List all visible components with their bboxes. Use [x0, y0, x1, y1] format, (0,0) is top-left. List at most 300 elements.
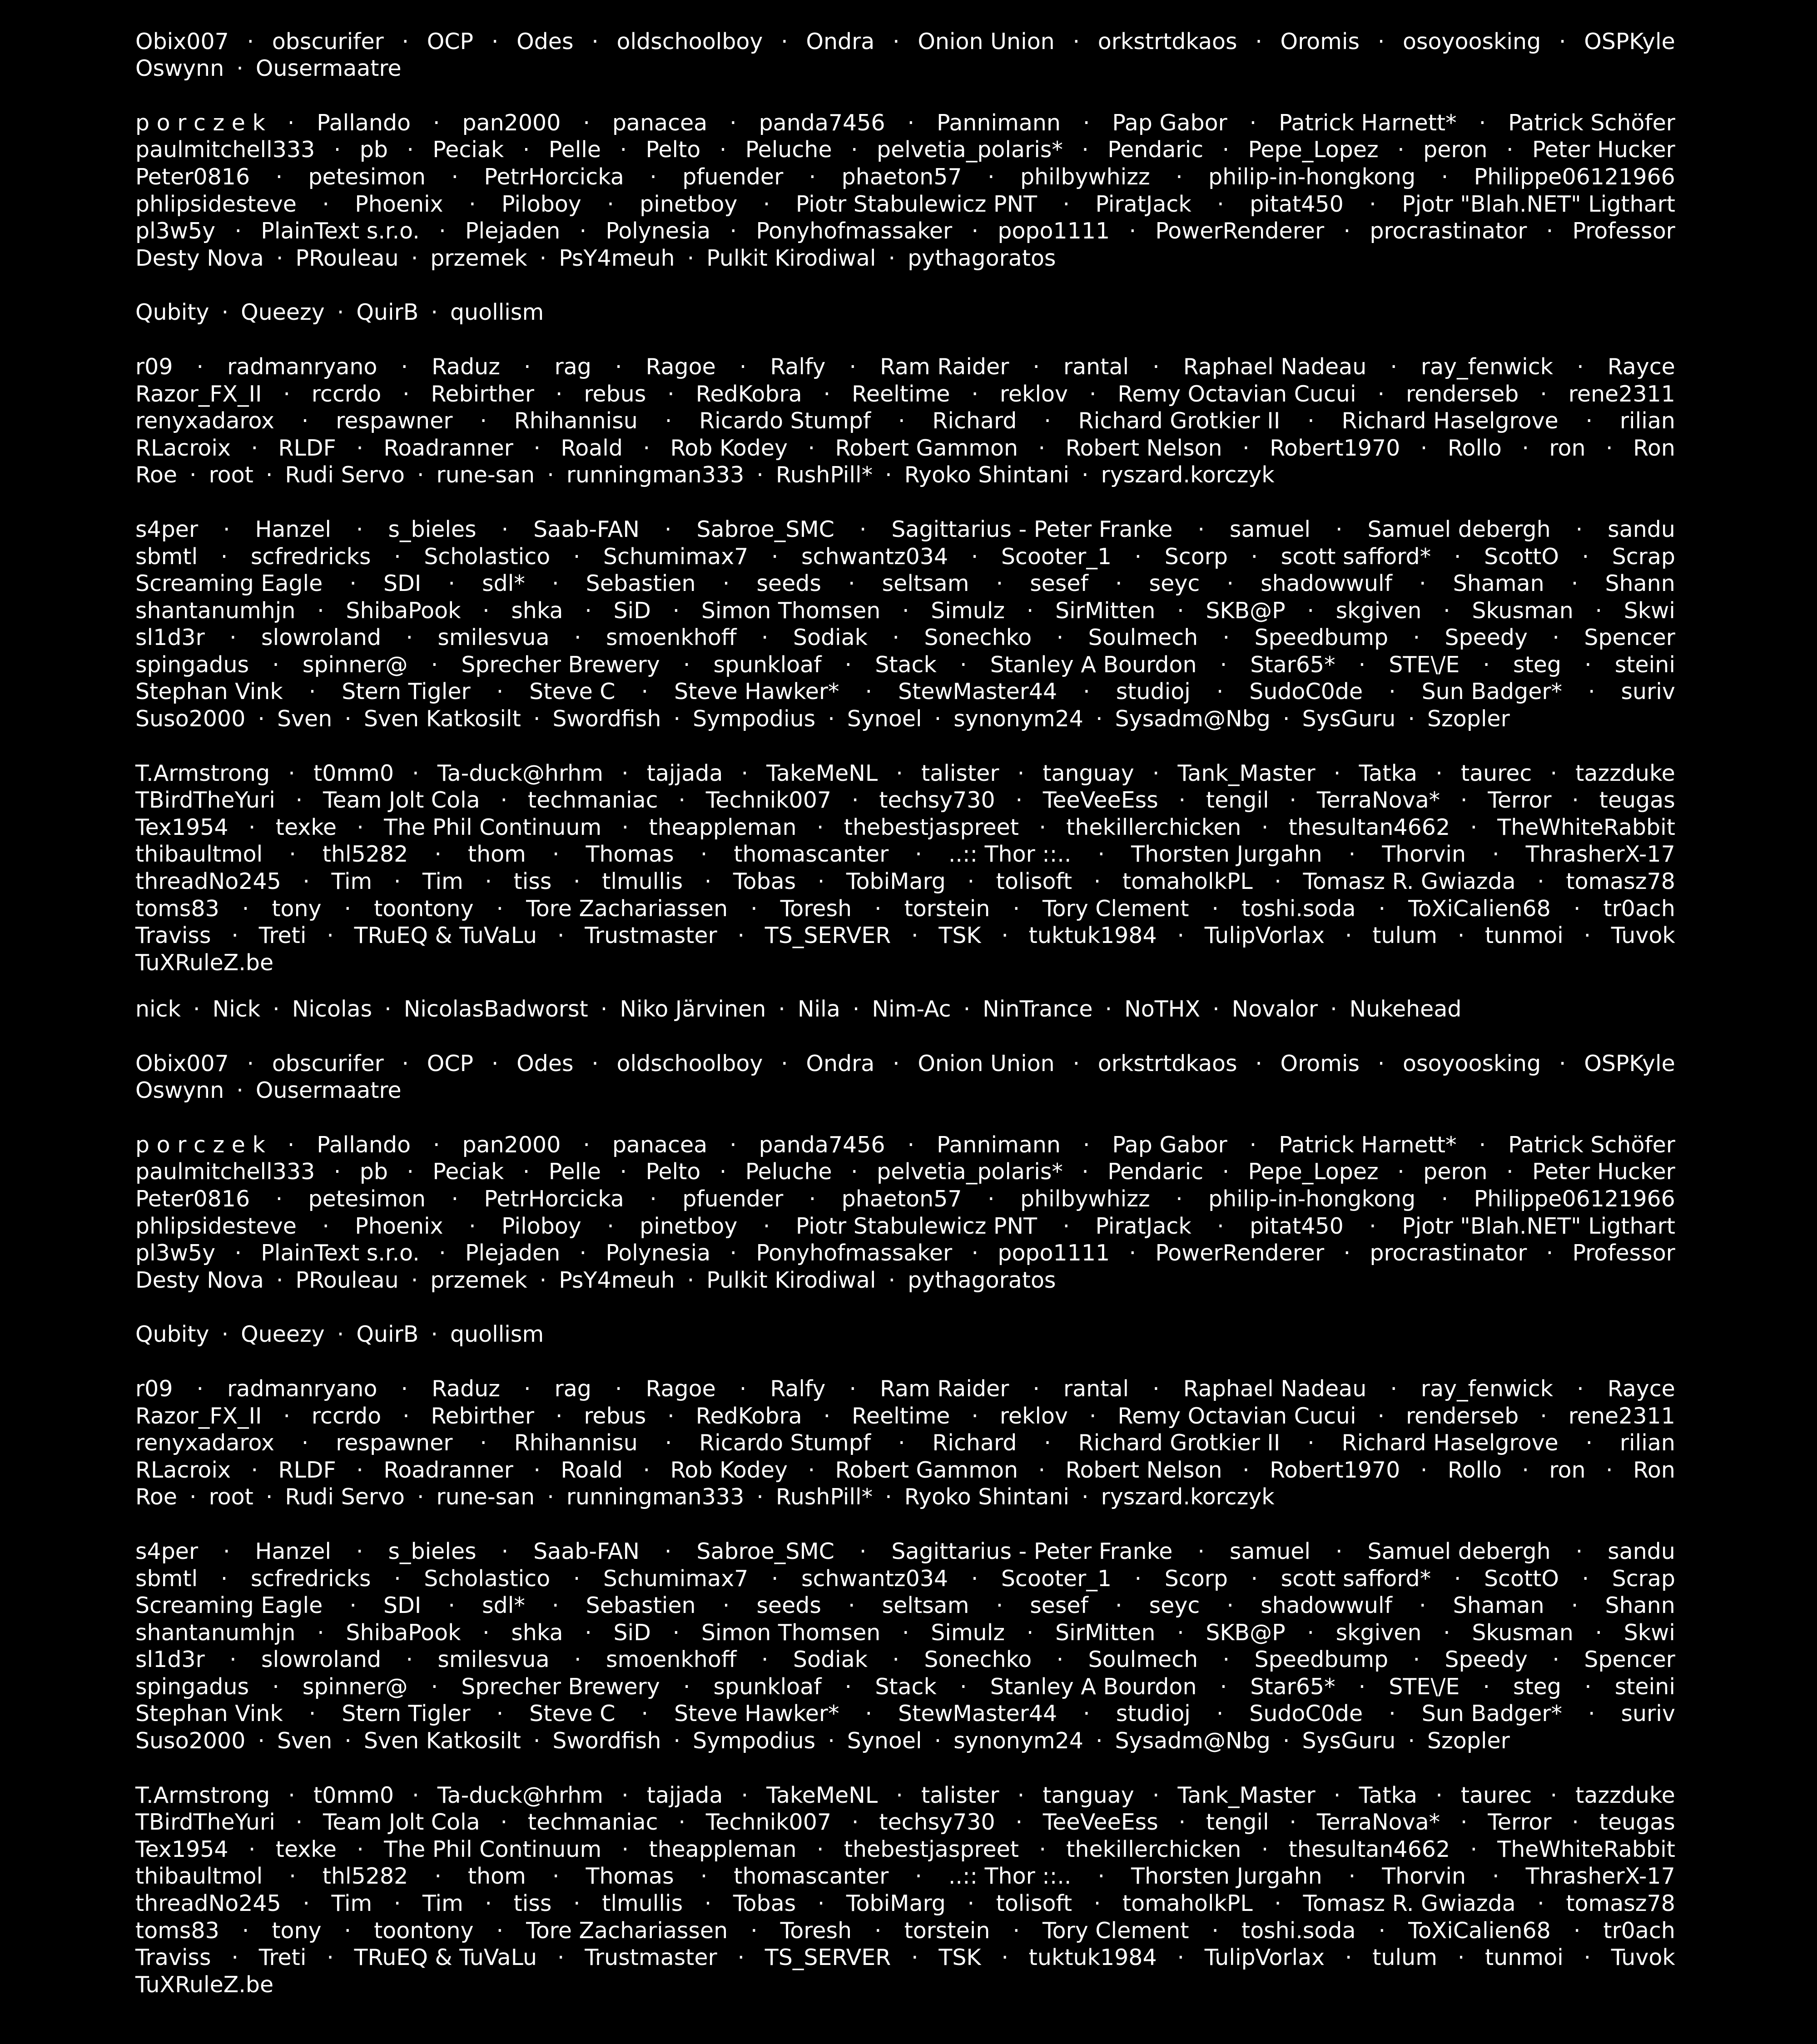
- separator-dot: ·: [573, 1890, 581, 1917]
- contributor-name: Rhihannisu: [514, 1430, 638, 1456]
- separator-dot: ·: [1595, 1619, 1603, 1646]
- contributor-name: Skwi: [1623, 1619, 1675, 1646]
- contributor-name: pitat450: [1250, 1213, 1344, 1239]
- contributor-name: PlainText s.r.o.: [261, 218, 420, 244]
- contributor-name: Stephan Vink: [135, 1701, 283, 1727]
- separator-dot: ·: [1470, 814, 1478, 840]
- contributor-name: Traviss: [135, 923, 211, 949]
- contributor-name: Tobas: [733, 868, 796, 895]
- separator-dot: ·: [1584, 651, 1592, 678]
- separator-dot: ·: [959, 1673, 967, 1700]
- contributor-name: r09: [135, 353, 173, 380]
- credits-line: [135, 895, 1675, 923]
- contributor-name: TS_SERVER: [765, 1945, 891, 1971]
- contributor-name: Speedbump: [1254, 1647, 1389, 1673]
- contributor-name: Suso2000: [135, 1728, 246, 1754]
- separator-dot: ·: [482, 1619, 490, 1646]
- separator-dot: ·: [573, 868, 581, 895]
- separator-dot: ·: [1217, 191, 1224, 217]
- contributor-name: Speedbump: [1254, 625, 1389, 651]
- contributor-name: Ta-duck@hrhm: [437, 1782, 603, 1808]
- separator-dot: ·: [431, 1321, 438, 1348]
- separator-dot: ·: [808, 1457, 815, 1483]
- contributor-name: Obix007: [135, 28, 229, 55]
- separator-dot: ·: [1056, 1647, 1064, 1673]
- credits-line: [135, 1403, 1675, 1430]
- contributor-name: TerraNova*: [1316, 1809, 1440, 1836]
- separator-dot: ·: [1001, 1945, 1008, 1971]
- separator-dot: ·: [275, 1186, 283, 1212]
- separator-dot: ·: [434, 1863, 442, 1890]
- contributor-name: skgiven: [1335, 597, 1422, 624]
- credits-line: [135, 1673, 1675, 1701]
- separator-dot: ·: [591, 28, 599, 55]
- separator-dot: ·: [1345, 1945, 1352, 1971]
- contributor-name: rantal: [1063, 353, 1129, 380]
- contributor-name: TerraNova*: [1316, 787, 1440, 814]
- contributor-name: rilian: [1619, 408, 1675, 434]
- credits-line: [135, 245, 1675, 272]
- contributor-name: sdl*: [482, 1593, 525, 1619]
- contributor-name: s_bieles: [388, 516, 477, 542]
- contributor-name: Patrick Schöfer: [1508, 109, 1675, 136]
- contributor-name: Pjotr "Blah.NET" Ligthart: [1402, 1213, 1675, 1239]
- separator-dot: ·: [289, 1863, 296, 1890]
- contributor-name: scfredricks: [250, 543, 371, 570]
- contributor-name: Rebirther: [431, 1403, 534, 1429]
- separator-dot: ·: [1197, 516, 1205, 542]
- contributor-name: thesultan4662: [1288, 814, 1450, 840]
- contributor-name: Ponyhofmassaker: [756, 218, 953, 244]
- separator-dot: ·: [1017, 1782, 1025, 1808]
- separator-dot: ·: [892, 1647, 899, 1673]
- contributor-name: PsY4meuh: [559, 245, 675, 271]
- contributor-name: TSK: [938, 1945, 981, 1971]
- separator-dot: ·: [672, 597, 680, 624]
- contributor-name: Richard Grotkier II: [1078, 408, 1281, 434]
- contributor-name: tengil: [1206, 787, 1269, 814]
- contributor-name: texke: [275, 1836, 337, 1862]
- contributor-name: Oromis: [1280, 1050, 1360, 1077]
- separator-dot: ·: [1015, 1809, 1023, 1836]
- separator-dot: ·: [248, 1836, 256, 1862]
- contributor-name: RLDF: [278, 1457, 336, 1483]
- contributor-name: rebus: [584, 1403, 646, 1429]
- separator-dot: ·: [1606, 1457, 1613, 1483]
- separator-dot: ·: [1211, 1917, 1219, 1944]
- separator-dot: ·: [251, 1457, 258, 1483]
- separator-dot: ·: [959, 651, 967, 678]
- contributor-name: sl1d3r: [135, 1647, 205, 1673]
- contributor-name: Ron: [1633, 435, 1675, 461]
- contributor-name: synonym24: [953, 1728, 1083, 1754]
- contributor-name: Ralfy: [770, 1375, 826, 1402]
- contributor-name: Sabroe_SMC: [696, 516, 834, 542]
- separator-dot: ·: [1216, 1701, 1224, 1727]
- separator-dot: ·: [1083, 1701, 1090, 1727]
- contributor-name: rantal: [1063, 1375, 1129, 1402]
- separator-dot: ·: [1176, 164, 1183, 190]
- separator-dot: ·: [763, 1213, 770, 1239]
- separator-dot: ·: [1506, 1159, 1514, 1185]
- contributor-name: pb: [359, 1159, 388, 1185]
- contributor-name: Swordfish: [552, 706, 661, 732]
- contributor-name: toshi.soda: [1241, 895, 1356, 922]
- contributor-name: procrastinator: [1370, 218, 1527, 244]
- separator-dot: ·: [469, 191, 476, 217]
- contributor-name: Pulkit Kirodiwal: [706, 245, 876, 271]
- contributor-name: [135, 0, 181, 1]
- separator-dot: ·: [574, 1647, 581, 1673]
- credits-line: [135, 1538, 1675, 1565]
- separator-dot: ·: [1017, 760, 1025, 786]
- credits-line: [135, 1700, 1675, 1727]
- separator-dot: ·: [893, 1050, 900, 1077]
- contributor-name: thl5282: [322, 841, 408, 868]
- separator-dot: ·: [1378, 1917, 1386, 1944]
- separator-dot: ·: [722, 571, 730, 597]
- separator-dot: ·: [828, 706, 835, 732]
- separator-dot: ·: [1390, 1375, 1397, 1402]
- contributor-name: steini: [1614, 1673, 1675, 1700]
- separator-dot: ·: [496, 895, 504, 922]
- separator-dot: ·: [865, 1701, 873, 1727]
- separator-dot: ·: [496, 679, 504, 705]
- contributor-name: ray_fenwick: [1420, 353, 1554, 380]
- contributor-name: Tomasz R. Gwiazda: [1303, 1890, 1516, 1917]
- contributor-name: Hanzel: [255, 516, 331, 542]
- contributor-name: sandu: [1608, 1538, 1675, 1564]
- separator-dot: ·: [1419, 571, 1426, 597]
- contributor-name: Toresh: [780, 895, 852, 922]
- separator-dot: ·: [1095, 1728, 1103, 1754]
- separator-dot: ·: [273, 996, 280, 1022]
- separator-dot: ·: [242, 895, 249, 922]
- contributor-name: przemek: [430, 1267, 527, 1293]
- contributor-name: tr0ach: [1603, 895, 1675, 922]
- separator-dot: ·: [1274, 1890, 1281, 1917]
- contributor-name: tomasz78: [1566, 1890, 1675, 1917]
- separator-dot: ·: [337, 299, 344, 326]
- contributor-name: tanguay: [1043, 1782, 1134, 1808]
- separator-dot: ·: [189, 1484, 197, 1510]
- contributor-name: rccrdo: [311, 1403, 382, 1429]
- contributor-name: s4per: [135, 1538, 199, 1564]
- separator-dot: ·: [1056, 625, 1064, 651]
- credits-group: [135, 1321, 1675, 1348]
- credits-line: [135, 678, 1675, 705]
- separator-dot: ·: [1522, 1457, 1529, 1483]
- credits-line: [135, 624, 1675, 651]
- contributor-name: pelvetia_polaris*: [876, 1159, 1063, 1185]
- contributor-name: Peter Hucker: [1532, 137, 1675, 163]
- contributor-name: OSPKyle: [1584, 1050, 1675, 1077]
- contributor-name: oldschoolboy: [616, 1050, 763, 1077]
- separator-dot: ·: [196, 353, 204, 380]
- separator-dot: ·: [327, 1945, 334, 1971]
- separator-dot: ·: [485, 1890, 492, 1917]
- separator-dot: ·: [704, 1890, 712, 1917]
- separator-dot: ·: [1082, 109, 1090, 136]
- contributor-name: Ram Raider: [880, 353, 1009, 380]
- separator-dot: ·: [265, 462, 273, 488]
- contributor-name: Sebastien: [586, 571, 696, 597]
- separator-dot: ·: [356, 1457, 363, 1483]
- contributor-name: Team Jolt Cola: [323, 1809, 480, 1836]
- contributor-name: SirMitten: [1055, 1619, 1156, 1646]
- separator-dot: ·: [1588, 679, 1595, 705]
- separator-dot: ·: [719, 1159, 727, 1185]
- separator-dot: ·: [524, 353, 531, 380]
- contributor-name: Novalor: [1231, 996, 1318, 1022]
- contributor-name: [1350, 0, 1462, 1]
- contributor-name: tomasz78: [1566, 868, 1675, 895]
- separator-dot: ·: [1588, 1701, 1595, 1727]
- separator-dot: ·: [1572, 787, 1579, 814]
- credits-line: [135, 1619, 1675, 1647]
- separator-dot: ·: [771, 1565, 779, 1592]
- contributor-name: Sun Badger*: [1421, 1701, 1563, 1727]
- contributor-name: steg: [1513, 651, 1562, 678]
- contributor-name: Shann: [1605, 1593, 1675, 1619]
- contributor-name: popo1111: [998, 218, 1110, 244]
- contributor-name: Szopler: [1427, 706, 1510, 732]
- separator-dot: ·: [967, 868, 975, 895]
- separator-dot: ·: [234, 218, 242, 244]
- contributor-name: Simulz: [931, 597, 1005, 624]
- separator-dot: ·: [667, 1403, 675, 1429]
- separator-dot: ·: [1506, 137, 1514, 163]
- contributor-name: Steve C: [529, 1701, 616, 1727]
- separator-dot: ·: [643, 1457, 650, 1483]
- contributor-name: rune-san: [436, 1484, 535, 1510]
- separator-dot: ·: [1377, 1050, 1385, 1077]
- credits-line: [135, 1565, 1675, 1593]
- separator-dot: ·: [1152, 1375, 1160, 1402]
- contributor-name: Rebirther: [431, 381, 534, 407]
- contributor-name: ThrasherX-17: [1525, 841, 1675, 868]
- separator-dot: ·: [317, 597, 324, 624]
- contributor-name: SiD: [613, 597, 651, 624]
- separator-dot: ·: [402, 28, 409, 55]
- contributor-name: ScottO: [1484, 1565, 1559, 1592]
- separator-dot: ·: [1582, 1565, 1589, 1592]
- contributor-name: panda7456: [759, 109, 885, 136]
- separator-dot: ·: [1413, 625, 1420, 651]
- contributor-name: Odes: [516, 1050, 574, 1077]
- contributor-name: taurec: [1460, 760, 1532, 786]
- contributor-name: T.Armstrong: [135, 1782, 270, 1808]
- separator-dot: ·: [1577, 1375, 1584, 1402]
- contributor-name: thomascanter: [734, 1863, 889, 1890]
- contributor-name: OCP: [427, 28, 474, 55]
- separator-dot: ·: [971, 1403, 978, 1429]
- separator-dot: [588, 0, 620, 1]
- contributor-name: studioj: [1116, 1701, 1191, 1727]
- contributor-name: threadNo245: [135, 868, 281, 895]
- separator-dot: ·: [896, 1782, 903, 1808]
- contributor-name: SKB@P: [1206, 597, 1286, 624]
- separator-dot: ·: [247, 1050, 254, 1077]
- separator-dot: ·: [672, 1619, 680, 1646]
- contributor-name: Plejaden: [465, 1240, 561, 1266]
- contributor-name: Philippe06121966: [1474, 164, 1675, 190]
- contributor-name: Stern Tigler: [342, 1701, 471, 1727]
- credits-group: [135, 996, 1675, 1023]
- credits-line: [135, 760, 1675, 787]
- contributor-name: Rollo: [1447, 435, 1502, 461]
- separator-dot: ·: [1540, 381, 1547, 407]
- separator-dot: ·: [865, 679, 873, 705]
- separator-dot: ·: [552, 1863, 560, 1890]
- separator-dot: ·: [907, 109, 915, 136]
- credits-line: [135, 1971, 1675, 1999]
- separator-dot: ·: [288, 760, 295, 786]
- credits-group: [135, 516, 1675, 733]
- contributor-name: procrastinator: [1370, 1240, 1527, 1266]
- contributor-name: Obix007: [135, 1050, 229, 1077]
- contributor-name: pb: [359, 137, 388, 163]
- contributor-name: StewMaster44: [898, 679, 1057, 705]
- separator-dot: ·: [1212, 996, 1220, 1022]
- contributor-name: Tatka: [1359, 1782, 1418, 1808]
- separator-dot: [951, 0, 983, 1]
- contributor-name: Sven: [277, 1728, 333, 1754]
- contributor-name: Sabroe_SMC: [696, 1538, 834, 1564]
- separator-dot: ·: [852, 996, 860, 1022]
- separator-dot: ·: [1595, 597, 1603, 624]
- separator-dot: ·: [533, 1457, 541, 1483]
- separator-dot: ·: [1397, 137, 1405, 163]
- separator-dot: ·: [272, 1673, 279, 1700]
- separator-dot: [766, 0, 798, 1]
- contributor-name: torstein: [904, 895, 990, 922]
- contributor-name: ShibaPook: [346, 1619, 461, 1646]
- contributor-name: Piotr Stabulewicz PNT: [795, 1213, 1038, 1239]
- contributor-name: phaeton57: [841, 164, 962, 190]
- contributor-name: PiratJack: [1095, 1213, 1191, 1239]
- separator-dot: ·: [1470, 1836, 1478, 1862]
- contributor-name: thibaultmol: [135, 1863, 263, 1890]
- separator-dot: ·: [1249, 109, 1257, 136]
- contributor-name: thomascanter: [734, 841, 889, 868]
- separator-dot: ·: [1115, 1593, 1122, 1619]
- contributor-name: Spencer: [1584, 1647, 1675, 1673]
- contributor-name: tunmoi: [1485, 1945, 1564, 1971]
- contributor-name: sbmtl: [135, 1565, 198, 1592]
- separator-dot: ·: [641, 1701, 649, 1727]
- separator-dot: ·: [1093, 1890, 1101, 1917]
- contributor-name: ScottO: [1484, 543, 1559, 570]
- credits-line: [135, 1836, 1675, 1863]
- separator-dot: ·: [496, 1917, 504, 1944]
- separator-dot: ·: [1176, 1186, 1183, 1212]
- contributor-name: Steve C: [529, 679, 616, 705]
- contributor-name: oldschoolboy: [616, 28, 763, 55]
- contributor-name: Onion Union: [918, 28, 1055, 55]
- separator-dot: ·: [737, 923, 745, 949]
- contributor-name: Sysadm@Nbg: [1115, 1728, 1271, 1754]
- separator-dot: ·: [1177, 923, 1185, 949]
- contributor-name: obscurifer: [272, 28, 384, 55]
- contributor-name: Steve Hawker*: [674, 679, 839, 705]
- contributor-name: Scorp: [1164, 1565, 1228, 1592]
- contributor-name: tulum: [1372, 1945, 1437, 1971]
- separator-dot: ·: [1330, 996, 1337, 1022]
- contributor-name: RushPill*: [775, 1484, 873, 1510]
- separator-dot: ·: [333, 137, 341, 163]
- contributor-name: thekillerchicken: [1066, 814, 1241, 840]
- separator-dot: ·: [750, 895, 758, 922]
- separator-dot: ·: [1307, 408, 1315, 434]
- separator-dot: ·: [1222, 1159, 1230, 1185]
- contributor-name: theappleman: [649, 814, 797, 840]
- separator-dot: ·: [547, 462, 554, 488]
- contributor-name: przemek: [430, 245, 527, 271]
- separator-dot: ·: [1220, 651, 1227, 678]
- separator-dot: ·: [934, 706, 942, 732]
- separator-dot: ·: [1358, 651, 1366, 678]
- separator-dot: ·: [1039, 814, 1046, 840]
- separator-dot: ·: [1026, 597, 1034, 624]
- separator-dot: [372, 0, 404, 1]
- separator-dot: ·: [1333, 1782, 1341, 1808]
- separator-dot: ·: [848, 571, 855, 597]
- contributor-name: Stack: [875, 1673, 937, 1700]
- contributor-name: Ryoko Shintani: [904, 1484, 1069, 1510]
- separator-dot: ·: [448, 1593, 455, 1619]
- contributor-name: tengil: [1206, 1809, 1269, 1836]
- separator-dot: ·: [1552, 1647, 1559, 1673]
- contributor-name: slowroland: [261, 1647, 382, 1673]
- separator-dot: ·: [327, 923, 334, 949]
- separator-dot: ·: [1307, 1430, 1315, 1456]
- contributor-name: toms83: [135, 1917, 219, 1944]
- contributor-name: Qubity: [135, 1321, 209, 1348]
- separator-dot: ·: [547, 1484, 554, 1510]
- contributor-name: thebestjaspreet: [844, 1836, 1019, 1862]
- contributor-name: toshi.soda: [1241, 1917, 1356, 1944]
- contributor-name: Tobas: [733, 1890, 796, 1917]
- contributor-name: ShibaPook: [346, 597, 461, 624]
- contributor-name: Pannimann: [937, 1131, 1061, 1158]
- contributor-name: thebestjaspreet: [844, 814, 1019, 840]
- separator-dot: ·: [1454, 543, 1461, 570]
- contributor-name: tolisoft: [996, 1890, 1072, 1917]
- contributor-name: sesef: [1030, 571, 1088, 597]
- contributor-name: respawner: [336, 408, 453, 434]
- contributor-name: PowerRenderer: [1155, 218, 1325, 244]
- contributor-name: [798, 0, 840, 1]
- contributor-name: Nukehead: [1349, 996, 1462, 1022]
- separator-dot: ·: [196, 1375, 204, 1402]
- separator-dot: ·: [272, 651, 279, 678]
- contributor-name: Sonechko: [924, 1647, 1032, 1673]
- separator-dot: ·: [344, 706, 352, 732]
- credits-line: [135, 435, 1675, 462]
- separator-dot: ·: [551, 1593, 559, 1619]
- contributor-name: Razor_FX_II: [135, 381, 262, 407]
- separator-dot: ·: [1013, 895, 1020, 922]
- separator-dot: ·: [1261, 814, 1269, 840]
- separator-dot: ·: [851, 787, 859, 814]
- contributor-name: Tory Clement: [1042, 895, 1189, 922]
- separator-dot: ·: [934, 1728, 942, 1754]
- separator-dot: ·: [615, 1375, 622, 1402]
- contributor-name: Screaming Eagle: [135, 1593, 323, 1619]
- separator-dot: ·: [501, 1538, 509, 1564]
- separator-dot: ·: [621, 1782, 629, 1808]
